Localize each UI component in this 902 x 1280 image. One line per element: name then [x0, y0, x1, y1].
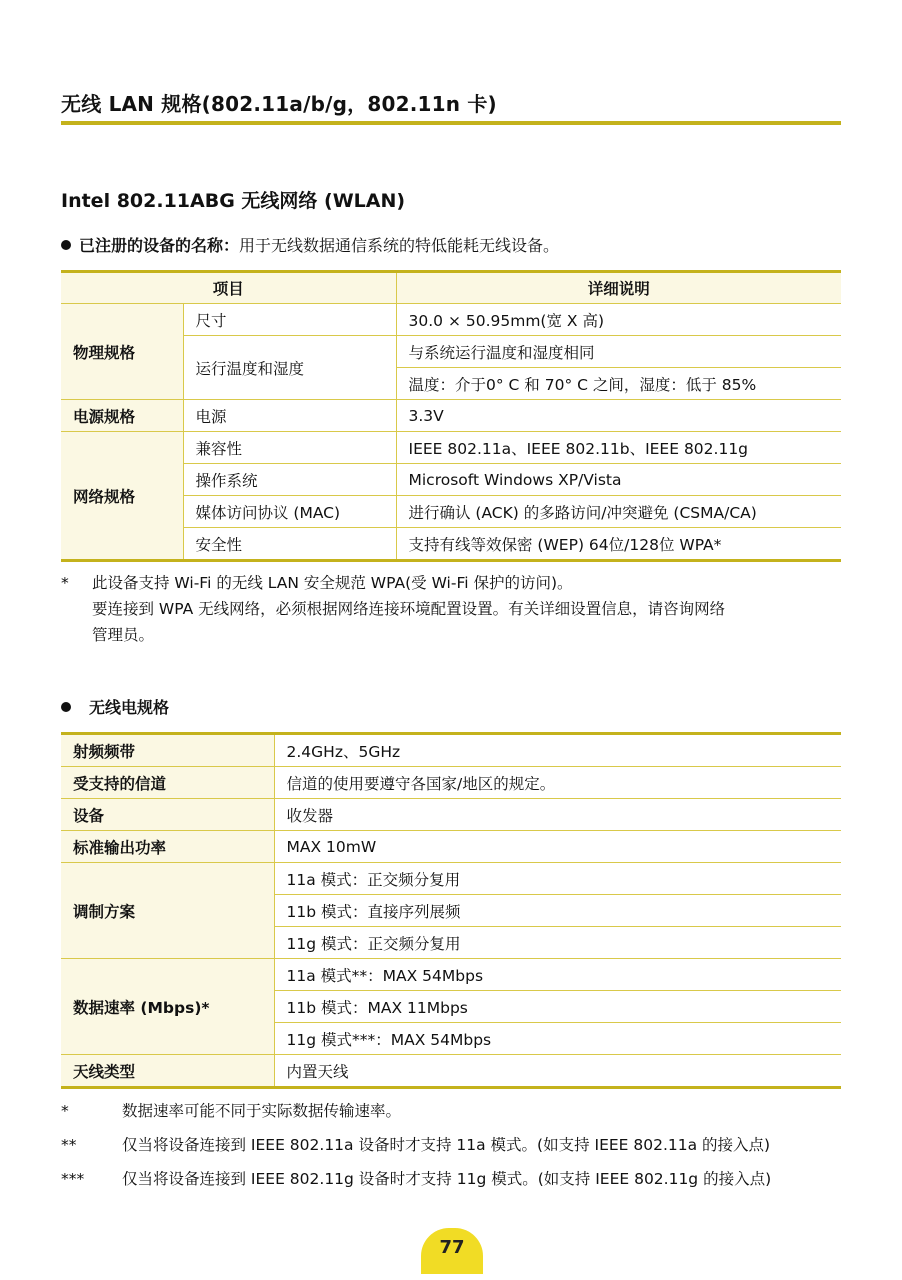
footnote-mark: ** — [61, 1136, 77, 1154]
row-value: 2.4GHz、5GHz — [274, 734, 841, 767]
row-label: 天线类型 — [61, 1055, 274, 1088]
wlan-spec-table — [61, 270, 841, 562]
footnote-text: 管理员。 — [92, 626, 155, 644]
header-detail: 详细说明 — [396, 272, 841, 304]
table-row — [61, 959, 841, 991]
registered-label: 已注册的设备的名称： — [79, 236, 240, 255]
row-value: 3.3V — [396, 400, 841, 432]
footnote-mark: *** — [61, 1170, 85, 1188]
registered-device-line — [61, 233, 559, 256]
row-label: 射频频带 — [61, 734, 274, 767]
table-row — [61, 1055, 841, 1088]
row-value: Microsoft Windows XP/Vista — [396, 464, 841, 496]
bullet-icon — [61, 240, 71, 250]
table-row — [61, 432, 841, 464]
row-value: 与系统运行温度和湿度相同 — [396, 336, 841, 368]
row-value: 11b 模式：直接序列展频 — [274, 895, 841, 927]
row-label: 调制方案 — [61, 863, 274, 959]
row-value: 11g 模式：正交频分复用 — [274, 927, 841, 959]
table-row — [61, 734, 841, 767]
category-network: 网络规格 — [61, 432, 183, 561]
row-value: 收发器 — [274, 799, 841, 831]
row-label: 标准输出功率 — [61, 831, 274, 863]
radio-footnotes — [61, 1098, 841, 1200]
row-label: 尺寸 — [183, 304, 396, 336]
row-label: 兼容性 — [183, 432, 396, 464]
table-row — [61, 863, 841, 895]
table-row — [61, 304, 841, 336]
row-value: 温度：介于0° C 和 70° C 之间，湿度：低于 85% — [396, 368, 841, 400]
row-value: 支持有线等效保密 (WEP) 64位/128位 WPA* — [396, 528, 841, 561]
table-row — [61, 767, 841, 799]
radio-heading — [61, 695, 169, 718]
row-label: 设备 — [61, 799, 274, 831]
page-number: 77 — [421, 1228, 483, 1274]
bullet-icon — [61, 702, 71, 712]
table-header-row — [61, 272, 841, 304]
footnote-mark: * — [61, 1102, 69, 1120]
row-value: 信道的使用要遵守各国家/地区的规定。 — [274, 767, 841, 799]
radio-heading-text: 无线电规格 — [89, 698, 170, 717]
radio-spec-table — [61, 732, 841, 1089]
row-value: 30.0 × 50.95mm(宽 X 高) — [396, 304, 841, 336]
row-value: 11a 模式**：MAX 54Mbps — [274, 959, 841, 991]
wlan-footnote — [61, 570, 841, 648]
footnote-mark: * — [61, 574, 69, 592]
table-row — [61, 799, 841, 831]
section-heading: Intel 802.11ABG 无线网络 (WLAN) — [61, 190, 406, 212]
footnote — [61, 1098, 841, 1124]
row-value: 进行确认 (ACK) 的多路访问/冲突避免 (CSMA/CA) — [396, 496, 841, 528]
table-row — [61, 831, 841, 863]
footnote — [61, 1166, 841, 1192]
row-label: 数据速率 (Mbps)* — [61, 959, 274, 1055]
row-label: 运行温度和湿度 — [183, 336, 396, 400]
footnote-text: 仅当将设备连接到 IEEE 802.11g 设备时才支持 11g 模式。(如支持 IEEE 802.11g 的接入点) — [122, 1170, 772, 1188]
row-value: 内置天线 — [274, 1055, 841, 1088]
row-value: IEEE 802.11a、IEEE 802.11b、IEEE 802.11g — [396, 432, 841, 464]
category-power: 电源规格 — [61, 400, 183, 432]
row-value: MAX 10mW — [274, 831, 841, 863]
row-label: 受支持的信道 — [61, 767, 274, 799]
category-physical: 物理规格 — [61, 304, 183, 400]
title-divider — [61, 121, 841, 125]
row-value: 11g 模式***：MAX 54Mbps — [274, 1023, 841, 1055]
footnote-text: 仅当将设备连接到 IEEE 802.11a 设备时才支持 11a 模式。(如支持 IEEE 802.11a 的接入点) — [122, 1136, 771, 1154]
row-label: 操作系统 — [183, 464, 396, 496]
footnote-text: 此设备支持 Wi-Fi 的无线 LAN 安全规范 WPA(受 Wi-Fi 保护的访问)。 — [92, 574, 573, 592]
header-item: 项目 — [61, 272, 396, 304]
row-label: 电源 — [183, 400, 396, 432]
row-label: 安全性 — [183, 528, 396, 561]
registered-value: 用于无线数据通信系统的特低能耗无线设备。 — [239, 236, 560, 255]
footnote-text: 要连接到 WPA 无线网络，必须根据网络连接环境配置设置。有关详细设置信息，请咨询网络 — [92, 600, 726, 618]
footnote-text: 数据速率可能不同于实际数据传输速率。 — [122, 1102, 402, 1120]
page-title: 无线 LAN 规格(802.11a/b/g，802.11n 卡) — [61, 92, 497, 116]
table-row — [61, 400, 841, 432]
footnote — [61, 1132, 841, 1158]
row-label: 媒体访问协议 (MAC) — [183, 496, 396, 528]
row-value: 11b 模式：MAX 11Mbps — [274, 991, 841, 1023]
row-value: 11a 模式：正交频分复用 — [274, 863, 841, 895]
